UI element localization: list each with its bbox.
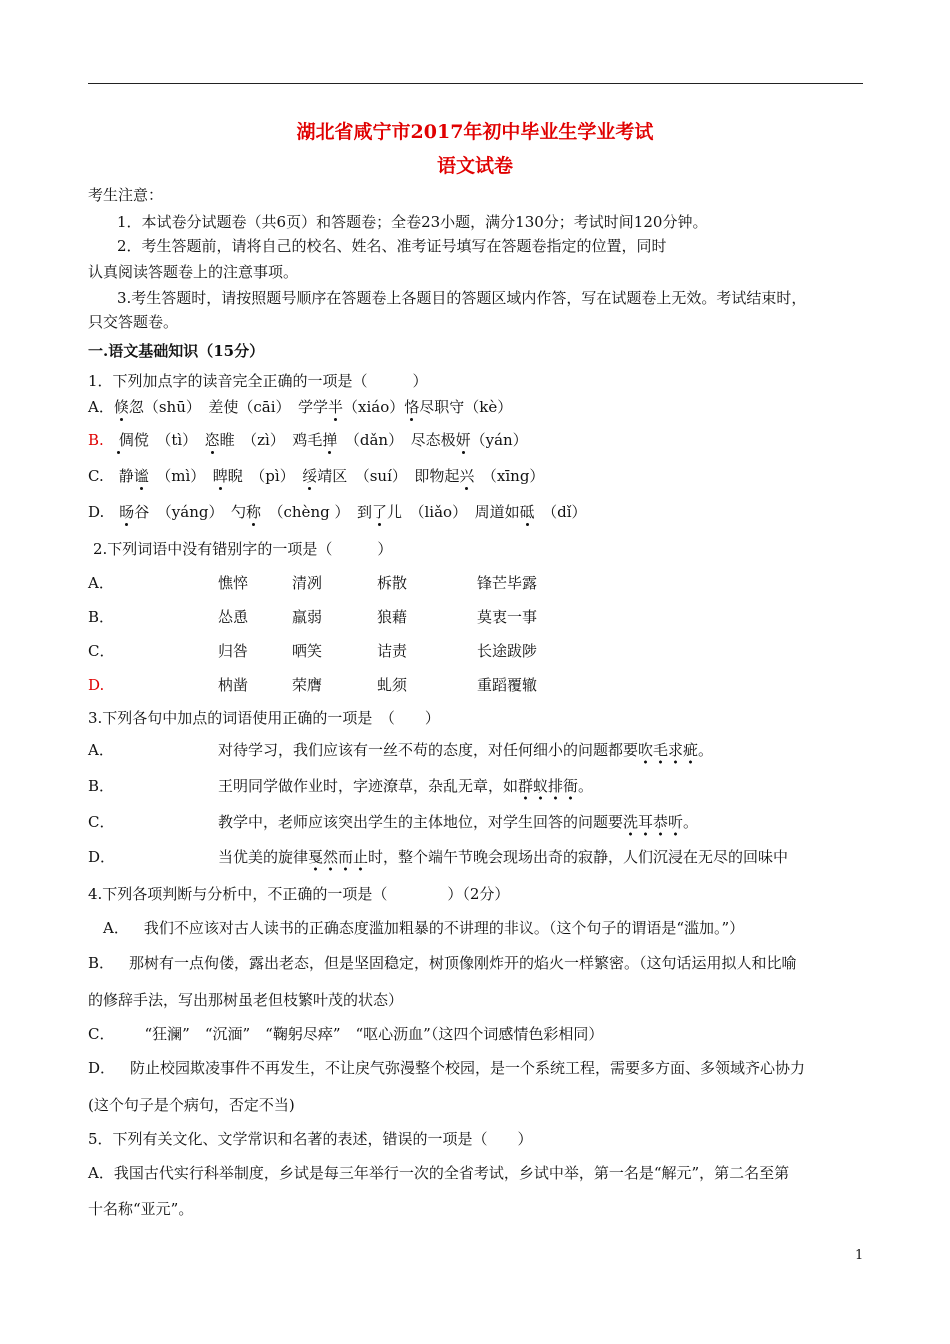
q4-text: 那树有一点佝偻，露出老态，但是坚固稳定，树顶像刚炸开的焰火一样繁密。（这句话运用拟人和比喻 [129, 954, 797, 972]
q2-word: 羸弱 [292, 608, 323, 626]
q2-word: 枘凿 [218, 676, 249, 694]
dotted-word: 洗耳恭听 [623, 813, 683, 836]
q5-stem: 5．下列有关文化、文学常识和名著的表述，错误的一项是（ ） [88, 1130, 533, 1148]
notice-item-2-cont: 认真阅读答题卷上的注意事项。 [88, 263, 299, 281]
q2-word: 憔悴 [218, 574, 249, 592]
q1-b-text: （yán） [470, 431, 528, 449]
q2-option-b [88, 607, 538, 627]
q4-text: 我们不应该对古人读书的正确态度滥加粗暴的不讲理的非议。（这个句子的谓语是“滥加。”） [143, 919, 745, 937]
q3-text: 对待学习，我们应该有一丝不苟的态度，对任何细小的问题都要 [218, 741, 639, 759]
q4-option-b-cont: 的修辞手法，写出那树虽老但枝繁叶茂的状态） [88, 991, 404, 1009]
q1-a-text: 忽（shū） 差使（cāi） 学学 [128, 398, 329, 416]
q1-a-text: （xiáo） [343, 398, 405, 416]
q1-option-b [88, 430, 528, 450]
q3-option-b [88, 776, 594, 796]
q1-d-text: （chèng ） 到 [261, 503, 372, 521]
q3-text: 。 [578, 777, 594, 795]
q2-word: 重蹈覆辙 [477, 676, 538, 694]
q2-word: 长途跋陟 [477, 642, 538, 660]
q4-label: C． [88, 1025, 115, 1043]
q5-option-a: A．我国古代实行科举制度，乡试是每三年举行一次的全省考试，乡试中举，第一名是“解元”，第二名至第 [88, 1164, 790, 1182]
exam-subtitle: 语文试卷 [436, 155, 513, 177]
q3-text: 当优美的旋律 [218, 848, 309, 866]
q1-d-label: D. [88, 503, 105, 521]
notice-item-2: 2．考生答题前，请将自己的校名、姓名、准考证号填写在答题卷指定的位置，同时 [117, 237, 667, 255]
q1-a-text: 尽职守（kè） [419, 398, 513, 416]
q1-d-text [104, 503, 119, 521]
exam-title: 湖北省咸宁市2017年初中毕业生学业考试 [296, 121, 654, 143]
q1-a-label: A． [88, 398, 114, 416]
q4-option-d-cont: (这个句子是个病句，否定不当) [88, 1096, 295, 1114]
q3-text: 。 [683, 813, 699, 831]
dotted-word: 戛然而止 [308, 848, 368, 871]
q1-c-label: C. [88, 467, 104, 485]
q1-d-text: 儿 （liǎo） 周道如 [387, 503, 520, 521]
q2-word: 荣膺 [292, 676, 323, 694]
q2-word: 诘责 [377, 642, 408, 660]
dotted-word: 群蚁排衙 [518, 777, 578, 800]
q1-option-c [88, 466, 544, 486]
q3-option-c [88, 812, 699, 832]
q1-stem: 1．下列加点字的读音完全正确的一项是（ ） [88, 372, 428, 390]
q1-c-text: （mì） [148, 467, 213, 485]
q3-label: B． [88, 777, 115, 795]
q4-stem: 4.下列各项判断与分析中，不正确的一项是（ ）（2分） [88, 885, 510, 903]
notice-item-3: 3.考生答题时，请按照题号顺序在答题卷上各题目的答题区域内作答，写在试题卷上无效。考试结束时， [117, 289, 807, 307]
q1-c-text: （xīng） [474, 467, 545, 485]
q3-text: 。 [698, 741, 714, 759]
q2-word: 柝散 [377, 574, 408, 592]
q4-text: “狂澜” “沉湎” “鞠躬尽瘁” “呕心沥血”（这四个词感情色彩相同） [144, 1025, 604, 1043]
notice-heading: 考生注意： [88, 186, 164, 204]
q3-label: A． [88, 741, 114, 759]
dotted-char: 绥 [302, 467, 318, 485]
q4-option-d [88, 1058, 805, 1078]
q3-option-a [88, 740, 714, 760]
q3-text: 时，整个端午节晚会现场出奇的寂静，人们沉浸在无尽的回味中 [368, 848, 789, 866]
dotted-char: 睥 [212, 467, 228, 485]
q4-option-b [88, 953, 797, 973]
q1-c-text: 靖区 （suí） 即物起 [317, 467, 460, 485]
q4-label: A． [103, 919, 129, 937]
q1-b-text: （dǎn） 尽态极 [337, 431, 456, 449]
q2-word: 清冽 [292, 574, 323, 592]
q3-text: 王明同学做作业时，字迹潦草，杂乱无章，如 [218, 777, 519, 795]
q1-b-label: B. [88, 431, 104, 449]
q2-option-d [88, 675, 538, 695]
q2-label: A． [88, 574, 114, 592]
dotted-char: 倏 [113, 398, 129, 416]
dotted-char: 砥 [519, 503, 535, 521]
q3-option-d [88, 847, 789, 867]
q1-c-text: 睨 （pì） [227, 467, 303, 485]
dotted-char: 倜 [103, 431, 134, 449]
q3-label: D． [88, 848, 116, 866]
q1-b-text: 睢 （zì） 鸡毛 [219, 431, 323, 449]
q4-text: 防止校园欺凌事件不再发生，不让戾气弥漫整个校园，是一个系统工程，需要多方面、多领域齐心协力 [130, 1059, 806, 1077]
page-number: 1 [855, 1248, 864, 1263]
dotted-char: 了 [371, 503, 387, 521]
q2-word: 锋芒毕露 [477, 574, 538, 592]
dotted-char: 半 [328, 398, 344, 416]
q1-b-text: 傥 （tì） [133, 431, 205, 449]
dotted-char: 兴 [459, 467, 475, 485]
q2-label: B． [88, 608, 115, 626]
dotted-char: 谧 [133, 467, 149, 485]
notice-item-1: 1．本试卷分试题卷（共6页）和答题卷；全卷23小题，满分130分；考试时间120分钟。 [117, 213, 708, 231]
q2-word: 狼藉 [377, 608, 408, 626]
q2-word: 怂恿 [218, 608, 249, 626]
q3-stem: 3.下列各句中加点的词语使用正确的一项是 （ ） [88, 709, 440, 727]
dotted-char: 旸 [119, 503, 135, 521]
q4-label: D． [88, 1059, 116, 1077]
dotted-word: 吹毛求疵 [638, 741, 698, 764]
q4-option-c [88, 1024, 603, 1044]
q2-word: 归咎 [218, 642, 249, 660]
q2-label: C． [88, 642, 115, 660]
q2-option-c [88, 641, 538, 661]
dotted-char: 妍 [455, 431, 471, 449]
dotted-char: 恪 [404, 398, 420, 416]
q1-option-d [88, 502, 587, 522]
notice-item-3-cont: 只交答题卷。 [88, 313, 179, 331]
q1-c-text: 静 [103, 467, 134, 485]
q3-text: 教学中，老师应该突出学生的主体地位，对学生回答的问题要 [218, 813, 624, 831]
q5-option-a-cont: 十名称“亚元”。 [88, 1200, 194, 1218]
dotted-char: 掸 [322, 431, 338, 449]
header-rule [88, 83, 863, 84]
q3-label: C． [88, 813, 115, 831]
q2-label: D. [88, 676, 105, 694]
q1-option-a [88, 397, 512, 417]
q2-word: 哂笑 [292, 642, 323, 660]
q2-word: 莫衷一事 [477, 608, 538, 626]
section-heading: 一.语文基础知识（15分） [88, 342, 265, 360]
q4-option-a [103, 918, 744, 938]
q1-d-text: （dǐ） [534, 503, 587, 521]
q2-word: 虬须 [377, 676, 408, 694]
q2-stem: 2.下列词语中没有错别字的一项是（ ） [93, 540, 393, 558]
q4-label: B． [88, 954, 115, 972]
dotted-char: 称 [245, 503, 261, 521]
q1-d-text: 谷 （yáng） 勺 [134, 503, 246, 521]
dotted-char: 恣 [204, 431, 220, 449]
q2-option-a [88, 573, 538, 593]
